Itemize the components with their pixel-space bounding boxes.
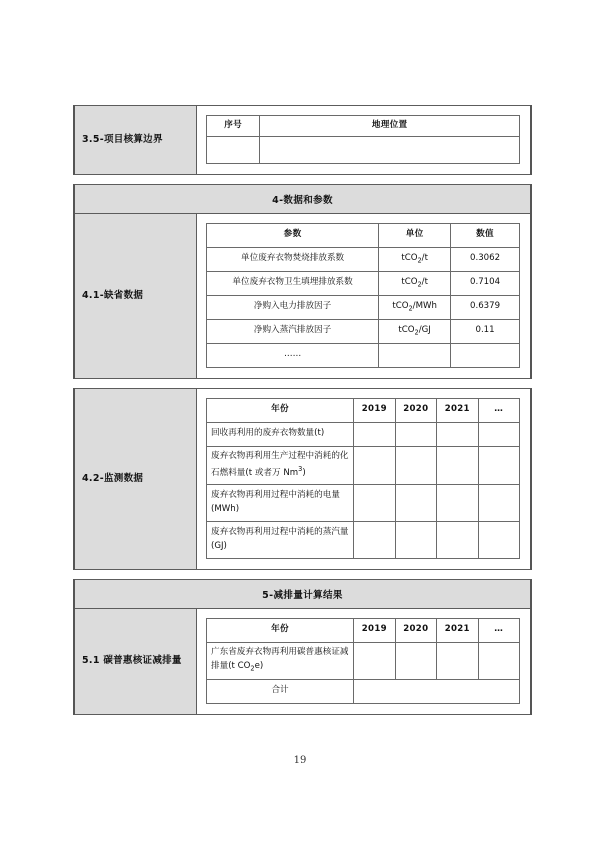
- cell-2020[interactable]: [395, 446, 436, 484]
- section-row-4-1: [74, 213, 531, 378]
- cell-value: 0.6379: [451, 295, 520, 319]
- cell-metric-name: 广东省废弃衣物再利用碳普惠核证减排量(t $CO_2e$): [207, 642, 354, 679]
- cell-2020[interactable]: [395, 521, 436, 558]
- section-label-5-1: 5.1 碳普惠核证减排量: [74, 608, 197, 714]
- column-header-location: 地理位置: [260, 116, 520, 137]
- spacer: [74, 569, 531, 579]
- table-row: [207, 521, 520, 558]
- document-outline-table: [73, 105, 532, 715]
- cell-parameter-name: 单位废弃衣物卫生填埋排放系数: [207, 271, 379, 295]
- table-header-row: [207, 223, 520, 247]
- table-row: [207, 484, 520, 521]
- cell-2021[interactable]: [437, 446, 478, 484]
- certified-reduction-table: [206, 618, 520, 704]
- table-header-row: [207, 398, 520, 422]
- column-header-year: 年份: [207, 618, 354, 642]
- cell-2021[interactable]: [437, 642, 478, 679]
- cell-more[interactable]: [478, 484, 519, 521]
- spacer: [74, 378, 531, 388]
- cell-value: 0.7104: [451, 271, 520, 295]
- section-label-4-2: 4.2-监测数据: [74, 388, 197, 569]
- cell-2019[interactable]: [354, 446, 395, 484]
- section-band-5: 5-减排量计算结果: [74, 579, 531, 608]
- cell-total-label: 合计: [207, 679, 354, 703]
- column-header-index: 序号: [207, 116, 260, 137]
- table-row: [207, 136, 520, 163]
- section-row-4-2: [74, 388, 531, 569]
- cell-unit: tCO$_2$/t: [379, 247, 451, 271]
- cell-2020[interactable]: [395, 422, 436, 446]
- section-content-4-2: [197, 388, 532, 569]
- cell-unit: tCO$_2$/MWh: [379, 295, 451, 319]
- cell-metric-name: 废弃衣物再利用过程中消耗的电量(MWh): [207, 484, 354, 521]
- page-number: 19: [293, 755, 307, 766]
- table-row: [207, 642, 520, 679]
- column-header-2020: 2020: [395, 618, 436, 642]
- cell-more[interactable]: [478, 446, 519, 484]
- section-row-5-1: [74, 608, 531, 714]
- cell-metric-name: 废弃衣物再利用生产过程中消耗的化石燃料量(t 或者万 Nm$^3$): [207, 446, 354, 484]
- table-row: [207, 422, 520, 446]
- cell-parameter-name: 单位废弃衣物焚烧排放系数: [207, 247, 379, 271]
- cell-unit: tCO$_2$/t: [379, 271, 451, 295]
- column-header-2021: 2021: [437, 398, 478, 422]
- cell-2020[interactable]: [395, 484, 436, 521]
- spacer: [74, 174, 531, 184]
- cell-value-empty[interactable]: [451, 343, 520, 367]
- cell-2021[interactable]: [437, 422, 478, 446]
- cell-unit: tCO$_2$/GJ: [379, 319, 451, 343]
- column-header-more: …: [478, 398, 519, 422]
- cell-more[interactable]: [478, 642, 519, 679]
- column-header-2019: 2019: [354, 398, 395, 422]
- column-header-more: …: [478, 618, 519, 642]
- cell-total-value[interactable]: [354, 679, 520, 703]
- spacer-cell: [74, 174, 531, 184]
- cell-more[interactable]: [478, 422, 519, 446]
- table-row-ellipsis: [207, 343, 520, 367]
- table-row-total: [207, 679, 520, 703]
- section-band-row-5: [74, 579, 531, 608]
- cell-parameter-name: 净购入电力排放因子: [207, 295, 379, 319]
- section-content-3-5: [197, 106, 532, 175]
- cell-2019[interactable]: [354, 422, 395, 446]
- section-label-3-5: 3.5-项目核算边界: [74, 106, 197, 175]
- section-row-3-5: [74, 106, 531, 175]
- cell-parameter-name: 净购入蒸汽排放因子: [207, 319, 379, 343]
- column-header-parameter: 参数: [207, 223, 379, 247]
- cell-unit-empty[interactable]: [379, 343, 451, 367]
- table-row: [207, 319, 520, 343]
- cell-2020[interactable]: [395, 642, 436, 679]
- column-header-unit: 单位: [379, 223, 451, 247]
- section-band-4: 4-数据和参数: [74, 184, 531, 213]
- section-label-4-1: 4.1-缺省数据: [74, 213, 197, 378]
- cell-2021[interactable]: [437, 521, 478, 558]
- cell-location-value[interactable]: [260, 136, 520, 163]
- cell-metric-name: 废弃衣物再利用过程中消耗的蒸汽量(GJ): [207, 521, 354, 558]
- section-content-4-1: [197, 213, 532, 378]
- cell-more[interactable]: [478, 521, 519, 558]
- cell-2021[interactable]: [437, 484, 478, 521]
- cell-2019[interactable]: [354, 642, 395, 679]
- monitoring-data-table: [206, 398, 520, 559]
- column-header-2019: 2019: [354, 618, 395, 642]
- cell-parameter-ellipsis: ……: [207, 343, 379, 367]
- section-content-5-1: [197, 608, 532, 714]
- column-header-year: 年份: [207, 398, 354, 422]
- cell-2019[interactable]: [354, 484, 395, 521]
- table-row: [207, 247, 520, 271]
- cell-metric-name: 回收再利用的废弃衣物数量(t): [207, 422, 354, 446]
- table-row: [207, 446, 520, 484]
- table-row: [207, 271, 520, 295]
- table-header-row: [207, 618, 520, 642]
- table-row: [207, 295, 520, 319]
- column-header-2021: 2021: [437, 618, 478, 642]
- default-data-table: [206, 223, 520, 368]
- cell-value: 0.3062: [451, 247, 520, 271]
- cell-value: 0.11: [451, 319, 520, 343]
- section-band-row-4: [74, 184, 531, 213]
- column-header-value: 数值: [451, 223, 520, 247]
- table-header-row: [207, 116, 520, 137]
- geographic-location-table: [206, 115, 520, 164]
- column-header-2020: 2020: [395, 398, 436, 422]
- cell-index-value[interactable]: [207, 136, 260, 163]
- spacer-cell: [74, 378, 531, 388]
- cell-2019[interactable]: [354, 521, 395, 558]
- spacer-cell: [74, 569, 531, 579]
